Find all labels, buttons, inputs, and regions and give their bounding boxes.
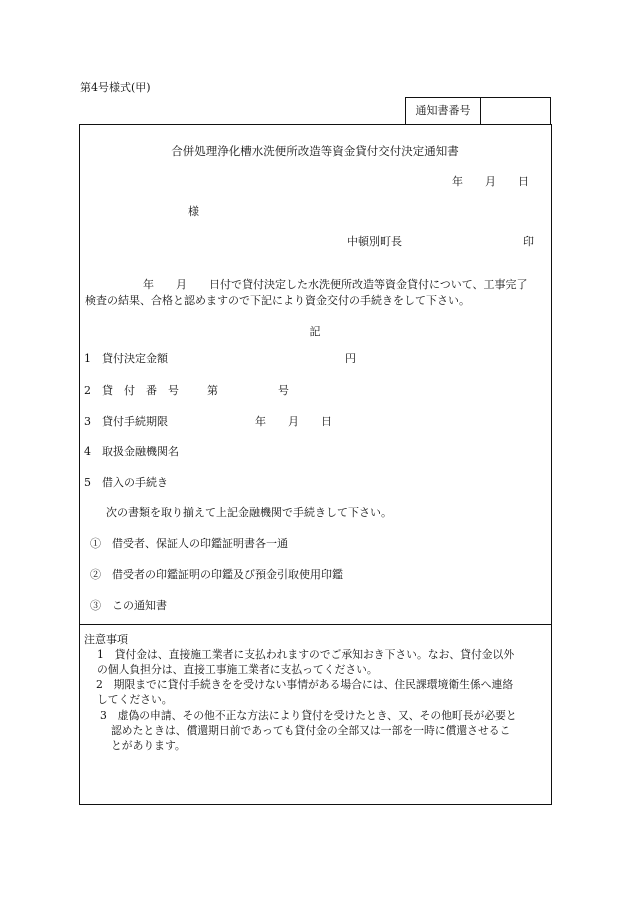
body-line-2: 検査の結果、合格と認めますので下記により資金交付の手続きをして下さい。 xyxy=(85,294,470,307)
seal-mark: 印 xyxy=(523,235,534,248)
note-3-line-3: とがあります。 xyxy=(111,739,186,752)
notice-number-label: 通知書番号 xyxy=(406,98,481,124)
note-3-line-2: 認めたときは、償還期日前であっても貸付金の全部又は一部を一時に償還させるこ xyxy=(111,724,511,737)
item-deadline: 3 貸付手続期限 xyxy=(84,415,168,428)
item-borrowing-procedure: 5 借入の手続き xyxy=(84,476,168,489)
item-loan-amount-unit: 円 xyxy=(345,352,356,365)
document-item-3: ③ この通知書 xyxy=(90,599,167,612)
issue-date: 年 月 日 xyxy=(452,175,529,188)
notes-title: 注意事項 xyxy=(84,633,128,646)
item-deadline-date: 年 月 日 xyxy=(255,415,332,428)
notes-divider xyxy=(79,624,552,625)
note-1-line-1: 1 貸付金は、直接施工業者に支払われますのでご承知おき下さい。なお、貸付金以外 xyxy=(97,648,515,661)
document-item-2: ② 借受者の印鑑証明の印鑑及び預金引取使用印鑑 xyxy=(90,568,343,581)
issuer-name: 中頓別町長 xyxy=(347,235,402,248)
instruction-text: 次の書類を取り揃えて上記金融機関で手続きして下さい。 xyxy=(106,506,392,519)
form-number: 第4号様式(甲) xyxy=(80,81,151,94)
note-2-line-2: してください。 xyxy=(97,693,173,706)
notice-number-field[interactable] xyxy=(481,98,550,124)
item-loan-number-suffix: 号 xyxy=(278,384,289,397)
addressee-honorific: 様 xyxy=(188,205,199,218)
item-loan-number-prefix: 第 xyxy=(207,384,218,397)
body-line-1: 年 月 日付で貸付決定した水洗便所改造等資金貸付について、工事完了 xyxy=(143,278,528,291)
document-item-1: ① 借受者、保証人の印鑑証明書各一通 xyxy=(90,537,288,550)
item-financial-institution: 4 取扱金融機関名 xyxy=(84,445,179,458)
notice-number-box xyxy=(405,97,551,124)
note-1-line-2: の個人負担分は、直接工事施工業者に支払ってください。 xyxy=(97,663,378,676)
item-loan-number: 2 貸 付 番 号 xyxy=(84,384,179,397)
document-title: 合併処理浄化槽水洗便所改造等資金貸付交付決定通知書 xyxy=(171,144,459,158)
item-loan-amount: 1 貸付決定金額 xyxy=(84,352,168,365)
note-3-line-1: 3 虚偽の申請、その他不正な方法により貸付を受けたとき、又、その他町長が必要と xyxy=(100,709,517,722)
note-2-line-1: 2 期限までに貸付手続きをを受けない事情がある場合には、住民課環境衛生係へ連絡 xyxy=(96,678,514,691)
ki-heading: 記 xyxy=(309,325,321,338)
